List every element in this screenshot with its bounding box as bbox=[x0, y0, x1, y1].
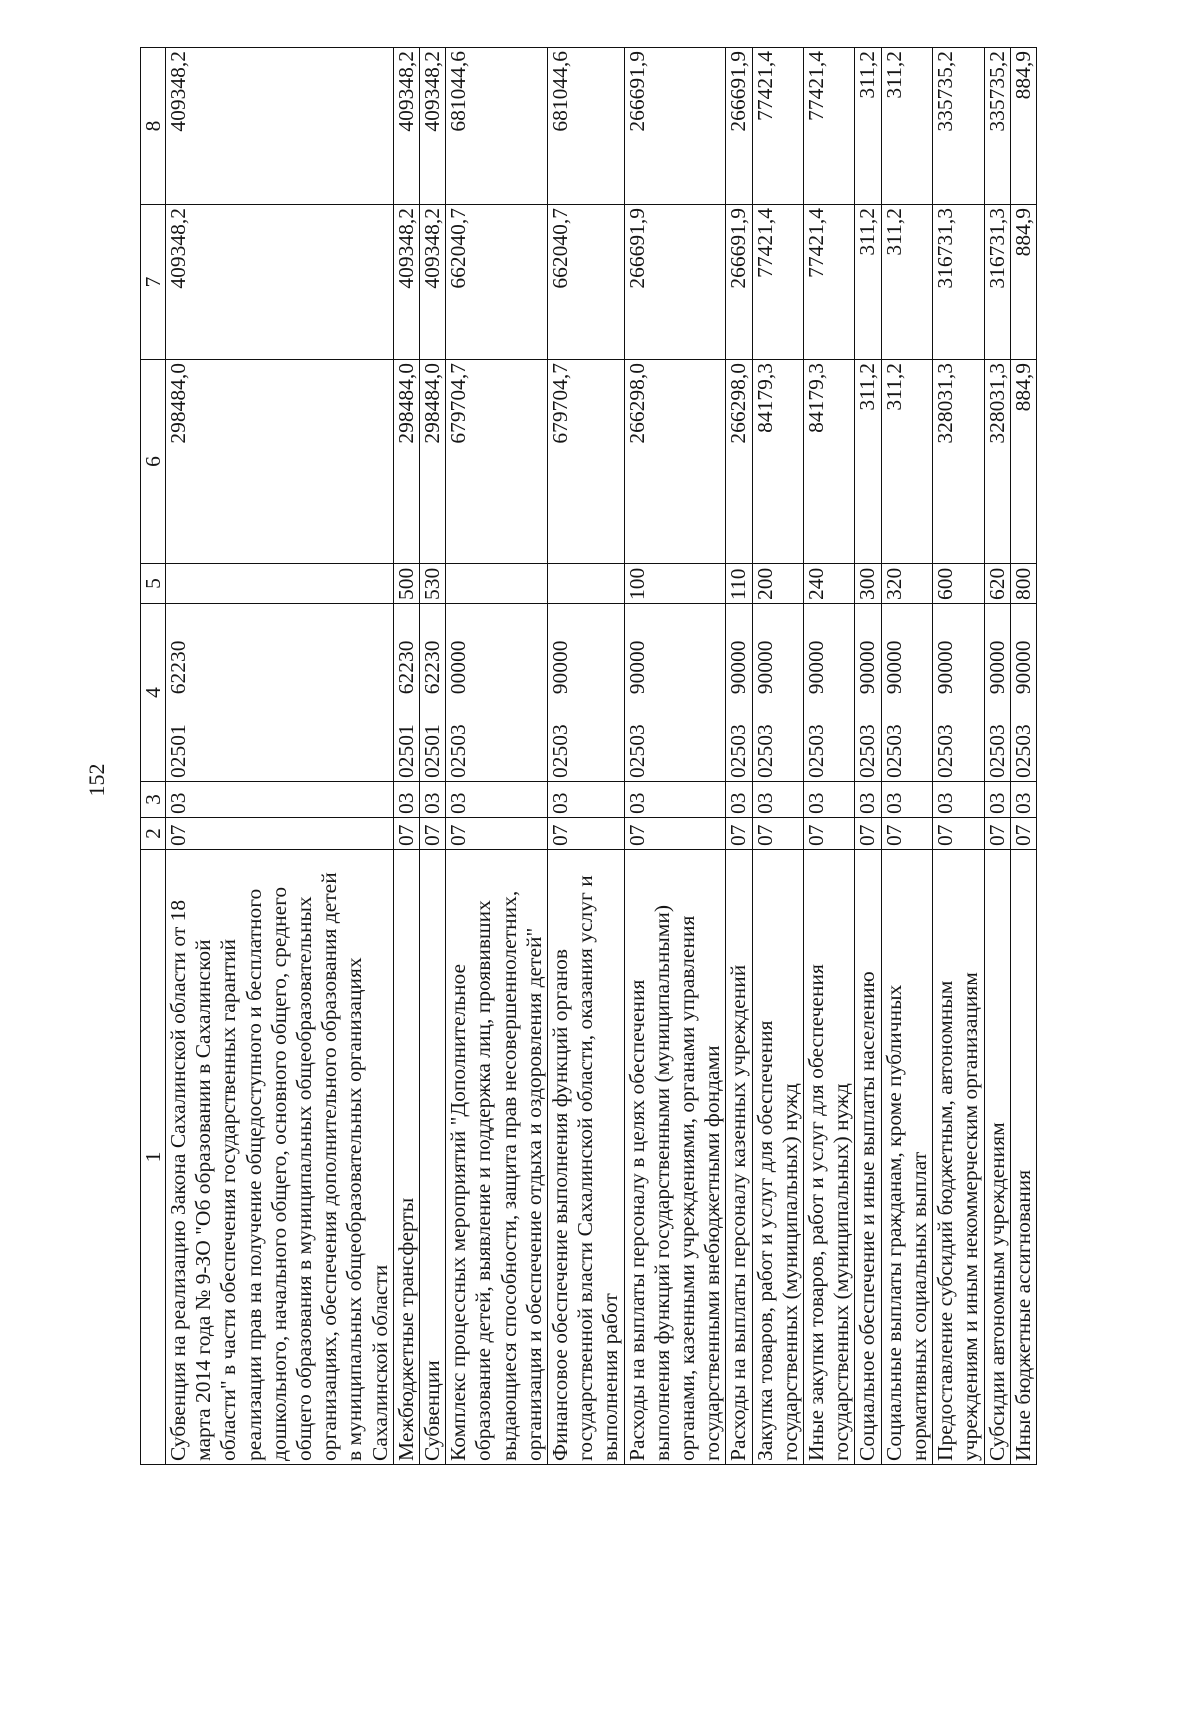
description-line: Расходы на выплаты персоналу в целях обеспечения bbox=[624, 979, 649, 1461]
description-line: образование детей, выявление и поддержка лиц, проявивших bbox=[471, 900, 496, 1461]
description-line: области" в части обеспечения государственных гарантий bbox=[216, 938, 241, 1461]
table-row bbox=[420, 48, 446, 1465]
target-article-cell bbox=[420, 604, 446, 782]
target-article-code-part: 02503 bbox=[726, 724, 751, 778]
subsection-code-cell: 03 bbox=[548, 782, 625, 818]
table-row bbox=[726, 48, 752, 1465]
description-cell bbox=[166, 850, 394, 1465]
target-article-code-part: 62230 bbox=[393, 640, 418, 695]
subsection-code-cell: 03 bbox=[933, 782, 984, 818]
description-line: организациях, обеспечения дополнительного образования детей bbox=[317, 872, 342, 1461]
target-article-code-part: 90000 bbox=[881, 640, 906, 695]
column-number-header: 2 bbox=[141, 818, 166, 850]
target-article-code-part: 02503 bbox=[548, 724, 573, 778]
description-cell bbox=[881, 850, 932, 1465]
target-article-code-part: 90000 bbox=[984, 640, 1009, 695]
target-article-code-part: 02503 bbox=[804, 724, 829, 778]
section-code-cell: 07 bbox=[855, 818, 881, 850]
amount-cell-col8: 884,9 bbox=[1010, 48, 1036, 205]
description-cell bbox=[933, 850, 984, 1465]
expense-type-cell: 500 bbox=[393, 564, 419, 604]
expense-type-cell: 620 bbox=[984, 564, 1010, 604]
target-article-cell bbox=[166, 604, 394, 782]
amount-cell-col8: 409348,2 bbox=[166, 48, 394, 205]
expense-type-cell: 600 bbox=[933, 564, 984, 604]
amount-cell-col8: 77421,4 bbox=[752, 48, 803, 205]
subsection-code-cell: 03 bbox=[446, 782, 548, 818]
amount-cell-col7: 266691,9 bbox=[624, 205, 726, 360]
subsection-code-cell: 03 bbox=[624, 782, 726, 818]
description-cell bbox=[984, 850, 1010, 1465]
amount-cell-col8: 311,2 bbox=[855, 48, 881, 205]
subsection-code-cell: 03 bbox=[1010, 782, 1036, 818]
column-number-header: 6 bbox=[141, 360, 166, 564]
description-line: органами, казенными учреждениями, органами управления bbox=[675, 915, 700, 1461]
table-row bbox=[855, 48, 881, 1465]
page-number: 152 bbox=[84, 763, 109, 797]
target-article-cell bbox=[1010, 604, 1036, 782]
target-article-cell bbox=[726, 604, 752, 782]
column-number-row bbox=[141, 48, 166, 1465]
description-line: выполнения работ bbox=[598, 1293, 623, 1461]
description-line: общего образования в муниципальных общеобразовательных bbox=[292, 896, 317, 1461]
column-number-header: 5 bbox=[141, 564, 166, 604]
target-article-cell bbox=[804, 604, 855, 782]
target-article-code-part: 90000 bbox=[548, 640, 573, 695]
rotated-page-content bbox=[84, 48, 1035, 1465]
expense-type-cell bbox=[166, 564, 394, 604]
description-line: учреждениям и иным некоммерческим организациям bbox=[958, 972, 983, 1461]
description-line: организация и обеспечение отдыха и оздоровления детей" bbox=[521, 927, 546, 1461]
section-code-cell: 07 bbox=[752, 818, 803, 850]
section-code-cell: 07 bbox=[881, 818, 932, 850]
table-row bbox=[984, 48, 1010, 1465]
section-code-cell: 07 bbox=[933, 818, 984, 850]
target-article-cell bbox=[624, 604, 726, 782]
expense-type-cell: 110 bbox=[726, 564, 752, 604]
description-cell bbox=[446, 850, 548, 1465]
column-number-header: 8 bbox=[141, 48, 166, 205]
table-row bbox=[624, 48, 726, 1465]
target-article-code-part: 00000 bbox=[446, 640, 471, 695]
section-code-cell: 07 bbox=[1010, 818, 1036, 850]
amount-cell-col7: 409348,2 bbox=[393, 205, 419, 360]
table-row bbox=[1010, 48, 1036, 1465]
subsection-code-cell: 03 bbox=[881, 782, 932, 818]
target-article-cell bbox=[752, 604, 803, 782]
target-article-code-part: 02503 bbox=[855, 724, 880, 778]
table-row bbox=[166, 48, 394, 1465]
target-article-code-part: 02501 bbox=[166, 724, 190, 778]
target-article-code-part: 02503 bbox=[752, 724, 777, 778]
column-number-header: 3 bbox=[141, 782, 166, 818]
column-number-header: 4 bbox=[141, 604, 166, 782]
amount-cell-col6: 679704,7 bbox=[548, 360, 625, 564]
description-cell bbox=[548, 850, 625, 1465]
description-line: Социальное обеспечение и иные выплаты населению bbox=[855, 971, 880, 1461]
expense-type-cell: 320 bbox=[881, 564, 932, 604]
description-line: государственной власти Сахалинской области, оказания услуг и bbox=[573, 875, 598, 1461]
amount-cell-col6: 311,2 bbox=[855, 360, 881, 564]
description-cell bbox=[726, 850, 752, 1465]
target-article-code-part: 90000 bbox=[624, 640, 649, 695]
target-article-code-part: 02501 bbox=[393, 724, 418, 778]
description-cell bbox=[752, 850, 803, 1465]
description-cell bbox=[393, 850, 419, 1465]
table-row bbox=[393, 48, 419, 1465]
description-line: нормативных социальных выплат bbox=[906, 1151, 931, 1461]
target-article-code-part: 62230 bbox=[166, 640, 190, 695]
table-row bbox=[446, 48, 548, 1465]
amount-cell-col8: 266691,9 bbox=[726, 48, 752, 205]
amount-cell-col7: 662040,7 bbox=[548, 205, 625, 360]
section-code-cell: 07 bbox=[393, 818, 419, 850]
description-line: реализации прав на получение общедоступного и бесплатного bbox=[241, 888, 266, 1461]
amount-cell-col8: 77421,4 bbox=[804, 48, 855, 205]
amount-cell-col8: 311,2 bbox=[881, 48, 932, 205]
amount-cell-col6: 298484,0 bbox=[166, 360, 394, 564]
subsection-code-cell: 03 bbox=[984, 782, 1010, 818]
description-line: Субсидии автономным учреждениям bbox=[984, 1122, 1009, 1461]
amount-cell-col6: 328031,3 bbox=[933, 360, 984, 564]
description-line: Субвенция на реализацию Закона Сахалинской области от 18 bbox=[166, 899, 190, 1461]
description-line: Закупка товаров, работ и услуг для обеспечения bbox=[752, 1020, 777, 1461]
amount-cell-col8: 409348,2 bbox=[393, 48, 419, 205]
subsection-code-cell: 03 bbox=[752, 782, 803, 818]
amount-cell-col8: 681044,6 bbox=[446, 48, 548, 205]
description-line: выдающиеся способности, защита прав несовершеннолетних, bbox=[496, 890, 521, 1461]
description-cell bbox=[1010, 850, 1036, 1465]
target-article-code-part: 02503 bbox=[624, 724, 649, 778]
amount-cell-col6: 328031,3 bbox=[984, 360, 1010, 564]
target-article-cell bbox=[855, 604, 881, 782]
description-line: государственных (муниципальных) нужд bbox=[829, 1083, 854, 1461]
description-line: государственных (муниципальных) нужд bbox=[777, 1083, 802, 1461]
budget-table bbox=[140, 47, 1037, 1465]
amount-cell-col8: 335735,2 bbox=[984, 48, 1010, 205]
amount-cell-col8: 266691,9 bbox=[624, 48, 726, 205]
target-article-cell bbox=[933, 604, 984, 782]
target-article-cell bbox=[984, 604, 1010, 782]
target-article-code-part: 90000 bbox=[752, 640, 777, 695]
section-code-cell: 07 bbox=[420, 818, 446, 850]
description-line: выполнения функций государственными (муниципальными) bbox=[649, 904, 674, 1461]
amount-cell-col8: 409348,2 bbox=[420, 48, 446, 205]
amount-cell-col7: 884,9 bbox=[1010, 205, 1036, 360]
description-line: в муниципальных общеобразовательных организациях bbox=[342, 957, 367, 1461]
description-line: Предоставление субсидий бюджетным, автономным bbox=[933, 980, 958, 1461]
section-code-cell: 07 bbox=[446, 818, 548, 850]
target-article-cell bbox=[393, 604, 419, 782]
expense-type-cell: 200 bbox=[752, 564, 803, 604]
target-article-code-part: 90000 bbox=[726, 640, 751, 695]
description-line: Социальные выплаты гражданам, кроме публичных bbox=[881, 984, 906, 1461]
subsection-code-cell: 03 bbox=[420, 782, 446, 818]
target-article-cell bbox=[446, 604, 548, 782]
description-line: Межбюджетные трансферты bbox=[393, 1197, 418, 1461]
subsection-code-cell: 03 bbox=[166, 782, 394, 818]
description-line: государственными внебюджетными фондами bbox=[700, 1045, 725, 1461]
amount-cell-col6: 266298,0 bbox=[624, 360, 726, 564]
amount-cell-col7: 316731,3 bbox=[933, 205, 984, 360]
amount-cell-col6: 266298,0 bbox=[726, 360, 752, 564]
target-article-code-part: 90000 bbox=[1010, 640, 1035, 695]
expense-type-cell bbox=[548, 564, 625, 604]
section-code-cell: 07 bbox=[624, 818, 726, 850]
target-article-code-part: 02501 bbox=[420, 724, 445, 778]
description-cell bbox=[624, 850, 726, 1465]
amount-cell-col8: 681044,6 bbox=[548, 48, 625, 205]
expense-type-cell: 100 bbox=[624, 564, 726, 604]
subsection-code-cell: 03 bbox=[804, 782, 855, 818]
amount-cell-col7: 409348,2 bbox=[420, 205, 446, 360]
target-article-code-part: 02503 bbox=[984, 724, 1009, 778]
section-code-cell: 07 bbox=[804, 818, 855, 850]
description-line: Субвенции bbox=[420, 1360, 445, 1461]
description-line: Расходы на выплаты персоналу казенных учреждений bbox=[726, 964, 751, 1461]
target-article-cell bbox=[881, 604, 932, 782]
table-row bbox=[933, 48, 984, 1465]
description-line: Иные бюджетные ассигнования bbox=[1010, 1169, 1035, 1461]
amount-cell-col7: 77421,4 bbox=[804, 205, 855, 360]
subsection-code-cell: 03 bbox=[855, 782, 881, 818]
target-article-code-part: 90000 bbox=[933, 640, 958, 695]
column-number-header: 1 bbox=[141, 850, 166, 1465]
target-article-code-part: 02503 bbox=[1010, 724, 1035, 778]
table-row bbox=[881, 48, 932, 1465]
target-article-code-part: 90000 bbox=[855, 640, 880, 695]
column-number-header: 7 bbox=[141, 205, 166, 360]
description-line: Иные закупки товаров, работ и услуг для обеспечения bbox=[804, 964, 829, 1461]
subsection-code-cell: 03 bbox=[393, 782, 419, 818]
target-article-code-part: 02503 bbox=[446, 724, 471, 778]
target-article-code-part: 62230 bbox=[420, 640, 445, 695]
amount-cell-col6: 679704,7 bbox=[446, 360, 548, 564]
amount-cell-col6: 298484,0 bbox=[393, 360, 419, 564]
amount-cell-col7: 266691,9 bbox=[726, 205, 752, 360]
expense-type-cell: 800 bbox=[1010, 564, 1036, 604]
expense-type-cell: 530 bbox=[420, 564, 446, 604]
amount-cell-col7: 311,2 bbox=[881, 205, 932, 360]
amount-cell-col7: 316731,3 bbox=[984, 205, 1010, 360]
description-line: Финансовое обеспечение выполнения функций органов bbox=[548, 949, 573, 1461]
description-line: Комплекс процессных мероприятий "Дополнительное bbox=[446, 963, 471, 1461]
section-code-cell: 07 bbox=[166, 818, 394, 850]
table-row bbox=[548, 48, 625, 1465]
description-line: Сахалинской области bbox=[367, 1264, 392, 1461]
description-cell bbox=[804, 850, 855, 1465]
amount-cell-col6: 884,9 bbox=[1010, 360, 1036, 564]
subsection-code-cell: 03 bbox=[726, 782, 752, 818]
amount-cell-col7: 311,2 bbox=[855, 205, 881, 360]
description-cell bbox=[420, 850, 446, 1465]
target-article-code-part: 02503 bbox=[881, 724, 906, 778]
description-line: дошкольного, начального общего, основного общего, среднего bbox=[266, 886, 291, 1461]
amount-cell-col8: 335735,2 bbox=[933, 48, 984, 205]
section-code-cell: 07 bbox=[726, 818, 752, 850]
amount-cell-col6: 84179,3 bbox=[804, 360, 855, 564]
target-article-cell bbox=[548, 604, 625, 782]
section-code-cell: 07 bbox=[548, 818, 625, 850]
amount-cell-col6: 298484,0 bbox=[420, 360, 446, 564]
target-article-code-part: 02503 bbox=[933, 724, 958, 778]
section-code-cell: 07 bbox=[984, 818, 1010, 850]
table-row bbox=[804, 48, 855, 1465]
expense-type-cell: 240 bbox=[804, 564, 855, 604]
amount-cell-col7: 662040,7 bbox=[446, 205, 548, 360]
amount-cell-col7: 409348,2 bbox=[166, 205, 394, 360]
amount-cell-col6: 84179,3 bbox=[752, 360, 803, 564]
expense-type-cell: 300 bbox=[855, 564, 881, 604]
description-cell bbox=[855, 850, 881, 1465]
expense-type-cell bbox=[446, 564, 548, 604]
table-row bbox=[752, 48, 803, 1465]
amount-cell-col6: 311,2 bbox=[881, 360, 932, 564]
target-article-code-part: 90000 bbox=[804, 640, 829, 695]
description-line: марта 2014 года № 9-ЗО "Об образовании в Сахалинской bbox=[191, 939, 216, 1461]
amount-cell-col7: 77421,4 bbox=[752, 205, 803, 360]
